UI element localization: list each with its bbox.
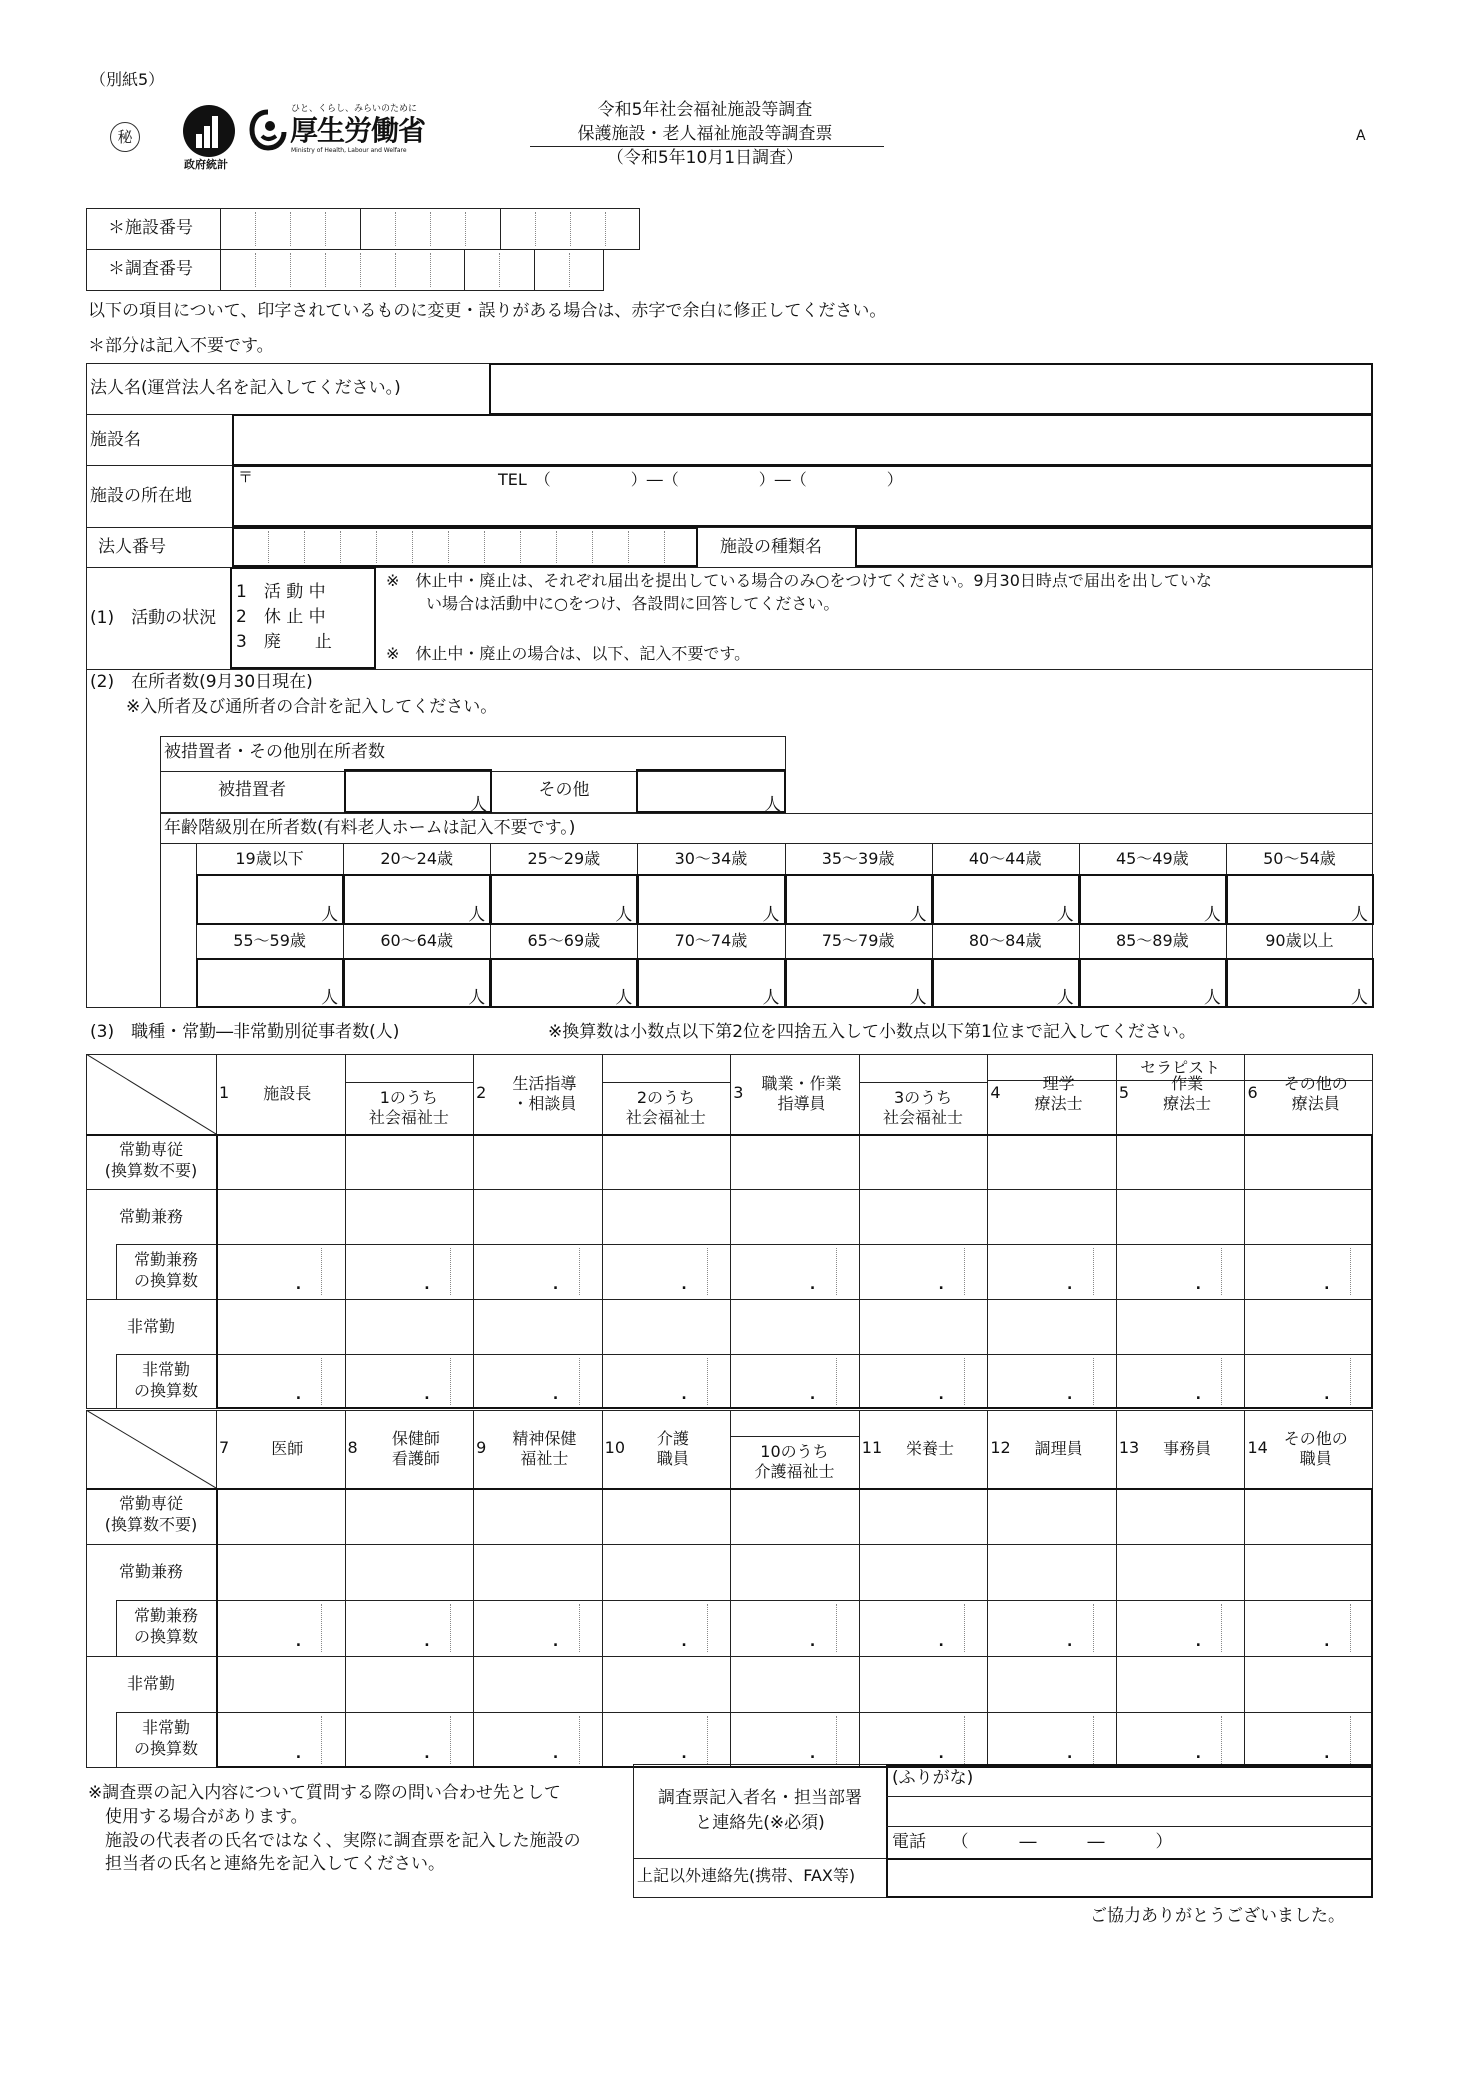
column-header: 理学 療法士 (1034, 1074, 1083, 1113)
mhlw-logo-icon (248, 108, 288, 152)
column-number: 9 (476, 1438, 487, 1457)
government-statistics-logo (182, 104, 236, 158)
ministry-tagline: ひと、くらし、みらいのために (291, 104, 418, 114)
decimal-point: . (1067, 1634, 1073, 1650)
age-group-label: 30～34歳 (674, 849, 748, 868)
residents-title: (2) 在所者数(9月30日現在) (90, 672, 313, 692)
column-header: 10のうち 介護福祉士 (754, 1442, 835, 1481)
column-number: 1 (219, 1083, 230, 1102)
age-unit: 人 (1056, 988, 1074, 1008)
decimal-point: . (1067, 1746, 1073, 1762)
decimal-point: . (809, 1387, 816, 1403)
activity-label: (1) 活動の状況 (90, 608, 217, 628)
stat-label: 政府統計 (184, 158, 228, 171)
column-header: 生活指導 ・相談員 (512, 1074, 577, 1113)
decimal-point: . (809, 1746, 816, 1762)
other-label: その他 (538, 780, 590, 800)
column-number: 10 (604, 1438, 626, 1457)
age-group-label: 60～64歳 (380, 931, 454, 950)
age-unit: 人 (1203, 905, 1221, 925)
decimal-point: . (424, 1634, 430, 1650)
row-fulltime-concurrent-conv-label: 常勤兼務 の換算数 (133, 1250, 198, 1290)
contact-note: ※調査票の記入内容について質問する際の問い合わせ先として 使用する場合があります。 施設の代表者の氏名ではなく、実際に調査票を記入した施設の 担当者の氏名と連絡先を記入してください。 (88, 1783, 581, 1875)
contact-person-label: 調査票記入者名・担当部署 と連絡先(※必須) (658, 1788, 862, 1833)
column-header: その他の 療法員 (1283, 1074, 1348, 1113)
measure-label: 被措置者 (218, 780, 286, 800)
decimal-point: . (938, 1634, 944, 1650)
decimal-point: . (1067, 1387, 1073, 1403)
age-group-label: 65～69歳 (527, 931, 601, 950)
column-number: 6 (1247, 1083, 1258, 1102)
asterisk-note: ＊部分は記入不要です。 (88, 336, 274, 356)
decimal-point: . (681, 1277, 687, 1293)
age-unit: 人 (321, 905, 339, 925)
column-header: 施設長 (263, 1084, 312, 1103)
age-unit: 人 (615, 988, 633, 1008)
contact-name-input[interactable] (888, 1798, 1371, 1824)
age-unit: 人 (909, 988, 927, 1008)
age-group-label: 20～24歳 (380, 849, 454, 868)
age-unit: 人 (468, 988, 486, 1008)
age-unit: 人 (1203, 988, 1221, 1008)
decimal-point: . (938, 1387, 944, 1403)
by-type-title: 被措置者・その他別在所者数 (164, 742, 385, 762)
decimal-point: . (1195, 1387, 1201, 1403)
row-fulltime-concurrent-label: 常勤兼務 (118, 1562, 183, 1581)
address-label: 施設の所在地 (90, 486, 192, 506)
phone-field[interactable]: 電話 （ ― ― ） (892, 1832, 1173, 1852)
column-header: 精神保健 福祉士 (512, 1429, 577, 1468)
decimal-point: . (809, 1277, 816, 1293)
decimal-point: . (424, 1746, 430, 1762)
column-header: 1のうち 社会福祉士 (368, 1088, 449, 1127)
survey-number-input[interactable] (220, 251, 604, 289)
age-group-label: 45～49歳 (1115, 849, 1189, 868)
age-unit: 人 (615, 905, 633, 925)
age-group-label: 35～39歳 (821, 849, 895, 868)
decimal-point: . (1324, 1387, 1330, 1403)
mhlw-logo (248, 108, 288, 152)
furigana-label: (ふりがな) (892, 1768, 974, 1788)
facility-number-label: ＊施設番号 (108, 218, 193, 238)
column-header: 事務員 (1163, 1439, 1212, 1458)
column-number: 3 (733, 1083, 744, 1102)
form-title: 保護施設・老人福祉施設等調査票 (577, 124, 833, 144)
decimal-point: . (1324, 1634, 1330, 1650)
other-contact-label: 上記以外連絡先(携帯、FAX等) (637, 1866, 856, 1885)
facility-name-input[interactable] (232, 414, 1373, 466)
decimal-point: . (552, 1387, 559, 1403)
column-number: 2 (476, 1083, 487, 1102)
decimal-point: . (681, 1634, 687, 1650)
decimal-point: . (1195, 1746, 1201, 1762)
decimal-point: . (681, 1387, 687, 1403)
age-unit: 人 (762, 905, 780, 925)
column-header: 栄養士 (906, 1439, 955, 1458)
column-header: 3のうち 社会福祉士 (883, 1088, 964, 1127)
measure-unit: 人 (470, 795, 487, 815)
staff-note: ※換算数は小数点以下第2位を四捨五入して小数点以下第1位まで記入してください。 (548, 1022, 1196, 1042)
decimal-point: . (809, 1634, 816, 1650)
staff-bottom-data-frame (216, 1488, 1373, 1768)
decimal-point: . (424, 1387, 430, 1403)
therapist-group-header: セラピスト (1140, 1058, 1221, 1077)
column-header: 2のうち 社会福祉士 (625, 1088, 706, 1127)
attachment-label: （別紙5） (90, 70, 165, 89)
column-number: 11 (861, 1438, 883, 1457)
age-unit: 人 (1056, 905, 1074, 925)
row-parttime-conv-label: 非常勤 の換算数 (133, 1360, 198, 1400)
decimal-point: . (295, 1746, 302, 1762)
age-group-label: 19歳以下 (235, 849, 304, 868)
column-header: 作業 療法士 (1163, 1074, 1212, 1113)
age-group-label: 75～79歳 (821, 931, 895, 950)
facility-name-label: 施設名 (90, 430, 141, 450)
diagonal-header-line (86, 1054, 216, 1134)
postal-mark: 〒 (238, 468, 254, 486)
facility-type-input[interactable] (855, 527, 1373, 567)
decimal-point: . (938, 1277, 944, 1293)
row-parttime-label: 非常勤 (126, 1317, 175, 1336)
survey-title: 令和5年社会福祉施設等調査 (597, 100, 813, 120)
age-unit: 人 (468, 905, 486, 925)
decimal-point: . (552, 1634, 559, 1650)
age-group-label: 90歳以上 (1265, 931, 1334, 950)
column-number: 5 (1118, 1083, 1130, 1102)
age-unit: 人 (1351, 988, 1368, 1008)
decimal-point: . (1324, 1746, 1330, 1762)
age-unit: 人 (762, 988, 780, 1008)
decimal-point: . (295, 1387, 302, 1403)
decimal-point: . (1195, 1634, 1201, 1650)
facility-number-input[interactable] (220, 210, 640, 248)
decimal-point: . (552, 1746, 559, 1762)
ministry-en: Ministry of Health, Labour and Welfare (291, 147, 407, 154)
age-group-label: 85～89歳 (1115, 931, 1189, 950)
decimal-point: . (552, 1277, 559, 1293)
facility-type-label: 施設の種類名 (720, 537, 822, 557)
survey-date: （令和5年10月1日調査） (606, 148, 804, 168)
decimal-point: . (1195, 1277, 1201, 1293)
decimal-point: . (295, 1277, 302, 1293)
row-parttime-label: 非常勤 (126, 1674, 175, 1693)
column-header: 調理員 (1034, 1439, 1083, 1458)
activity-option-2[interactable]: 2 休 止 中 (236, 607, 326, 627)
thanks-message: ご協力ありがとうございました。 (1090, 1906, 1345, 1926)
decimal-point: . (424, 1277, 430, 1293)
secret-mark (110, 122, 140, 152)
column-number: 4 (990, 1083, 1001, 1102)
form-code: A (1356, 128, 1366, 144)
staff-top-data-frame (216, 1134, 1373, 1409)
diagonal-header-line (86, 1410, 216, 1488)
corp-name-input[interactable] (489, 363, 1373, 415)
row-parttime-conv-label: 非常勤 の換算数 (133, 1718, 198, 1758)
column-number: 8 (347, 1438, 358, 1457)
decimal-point: . (681, 1746, 687, 1762)
stat-logo-icon (182, 104, 236, 158)
column-number: 13 (1118, 1438, 1140, 1457)
staff-title: (3) 職種・常勤―非常勤別従事者数(人) (90, 1022, 400, 1042)
row-fulltime-concurrent-label: 常勤兼務 (118, 1207, 183, 1226)
decimal-point: . (938, 1746, 944, 1762)
activity-option-1[interactable]: 1 活 動 中 (236, 582, 326, 602)
furigana-input[interactable] (888, 1766, 1371, 1796)
age-group-label: 80～84歳 (968, 931, 1042, 950)
activity-option-3[interactable]: 3 廃 止 (236, 632, 332, 652)
activity-note-1a: ※ 休止中・廃止は、それぞれ届出を提出している場合のみ○をつけてください。9月30日時点で届出を出していな (386, 571, 1212, 590)
age-group-label: 70～74歳 (674, 931, 748, 950)
other-unit: 人 (764, 795, 781, 815)
secret-mark-text: 秘 (117, 128, 133, 146)
corp-number-label: 法人番号 (98, 537, 166, 557)
age-unit: 人 (909, 905, 927, 925)
survey-number-label: ＊調査番号 (108, 259, 193, 279)
corp-name-label: 法人名(運営法人名を記入してください。) (90, 378, 401, 398)
column-header: 医師 (271, 1439, 304, 1458)
column-number: 14 (1247, 1438, 1268, 1457)
decimal-point: . (295, 1634, 302, 1650)
age-group-label: 25～29歳 (527, 849, 601, 868)
column-header: 介護 職員 (656, 1429, 689, 1468)
activity-note-2: ※ 休止中・廃止の場合は、以下、記入不要です。 (386, 644, 751, 663)
age-group-label: 55～59歳 (233, 931, 306, 950)
other-contact-input[interactable] (888, 1860, 1371, 1896)
ministry-name: 厚生労働省 (290, 114, 426, 147)
row-fulltime-concurrent-conv-label: 常勤兼務 の換算数 (133, 1606, 198, 1646)
row-fulltime-exclusive-label: 常勤専従 (換算数不要) (104, 1494, 198, 1534)
column-number: 7 (219, 1438, 230, 1457)
column-number: 12 (990, 1438, 1011, 1457)
tel-field: TEL （ ）―（ ）―（ ） (498, 470, 903, 489)
column-header: 職業・作業 指導員 (761, 1074, 842, 1113)
residents-subtitle: ※入所者及び通所者の合計を記入してください。 (126, 697, 498, 717)
age-unit: 人 (1351, 905, 1368, 925)
decimal-point: . (1067, 1277, 1073, 1293)
age-title: 年齢階級別在所者数(有料老人ホームは記入不要です。) (164, 818, 576, 838)
row-fulltime-exclusive-label: 常勤専従 (換算数不要) (104, 1140, 198, 1180)
column-header: その他の 職員 (1283, 1429, 1348, 1468)
correction-note: 以下の項目について、印字されているものに変更・誤りがある場合は、赤字で余白に修正してください。 (88, 301, 887, 321)
age-group-label: 40～44歳 (968, 849, 1042, 868)
column-header: 保健師 看護師 (391, 1429, 440, 1468)
age-unit: 人 (321, 988, 339, 1008)
age-group-label: 50～54歳 (1263, 849, 1336, 868)
activity-note-1b: い場合は活動中に○をつけ、各設問に回答してください。 (426, 594, 840, 613)
decimal-point: . (1324, 1277, 1330, 1293)
